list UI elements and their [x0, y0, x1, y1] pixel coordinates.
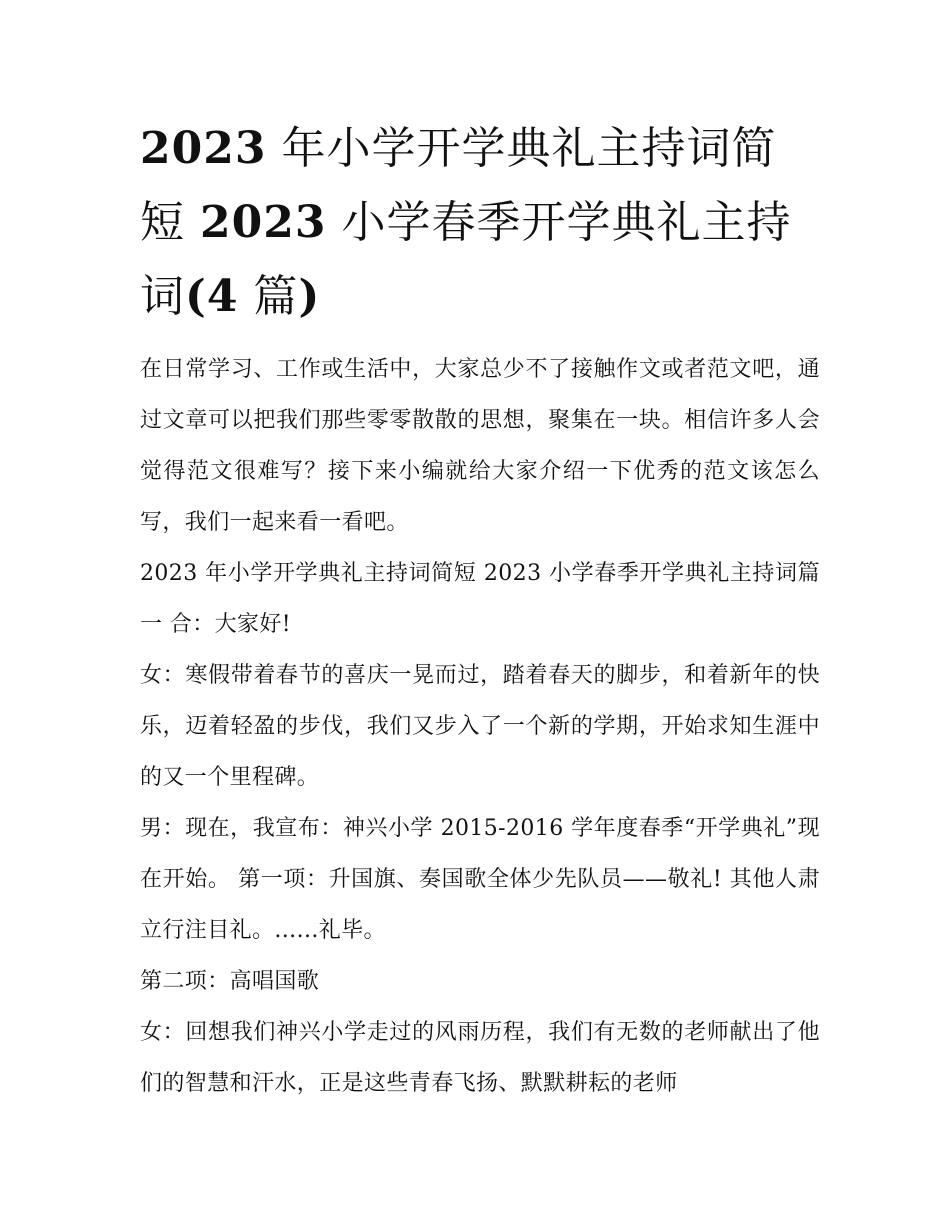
body-paragraph: 第二项：高唱国歌	[140, 969, 320, 994]
title-part: 2023	[200, 197, 327, 248]
title-part: 小学春季开学典礼主持词	[140, 197, 792, 322]
document-page	[140, 112, 820, 1109]
intro-paragraph: 在日常学习、工作或生活中，大家总少不了接触作文或者范文吧，通过文章可以把我们那些零零散散的思想，聚集在一块。相信许多人会觉得范文很难写？接下来小编就给大家介绍一下优秀的范文该怎么写，我们一起来看一看吧。	[140, 357, 820, 535]
body-paragraph: 男：现在，我宣布：神兴小学 2015-2016 学年度春季“开学典礼”现在开始。 第一项：升国旗、奏国歌全体少先队员——敬礼! 其他人肃立行注目礼。......礼毕。	[140, 816, 820, 943]
body-paragraph: 女：寒假带着春节的喜庆一晃而过，踏着春天的脚步，和着新年的快乐，迈着轻盈的步伐，我们又步入了一个新的学期，开始求知生涯中的又一个里程碑。	[140, 663, 820, 790]
title-part: 2023	[140, 123, 267, 174]
document-title	[140, 112, 820, 334]
section-heading-paragraph: 2023 年小学开学典礼主持词简短 2023 小学春季开学典礼主持词篇一 合：大家好!	[140, 561, 820, 637]
title-part: (4	[185, 271, 239, 322]
title-part: )	[298, 271, 321, 322]
body-paragraph: 女：回想我们神兴小学走过的风雨历程，我们有无数的老师献出了他们的智慧和汗水，正是这些青春飞扬、默默耕耘的老师	[140, 1020, 820, 1096]
title-part: 年小学开学典礼主持词简短	[140, 123, 777, 248]
title-part: 篇	[238, 271, 299, 322]
